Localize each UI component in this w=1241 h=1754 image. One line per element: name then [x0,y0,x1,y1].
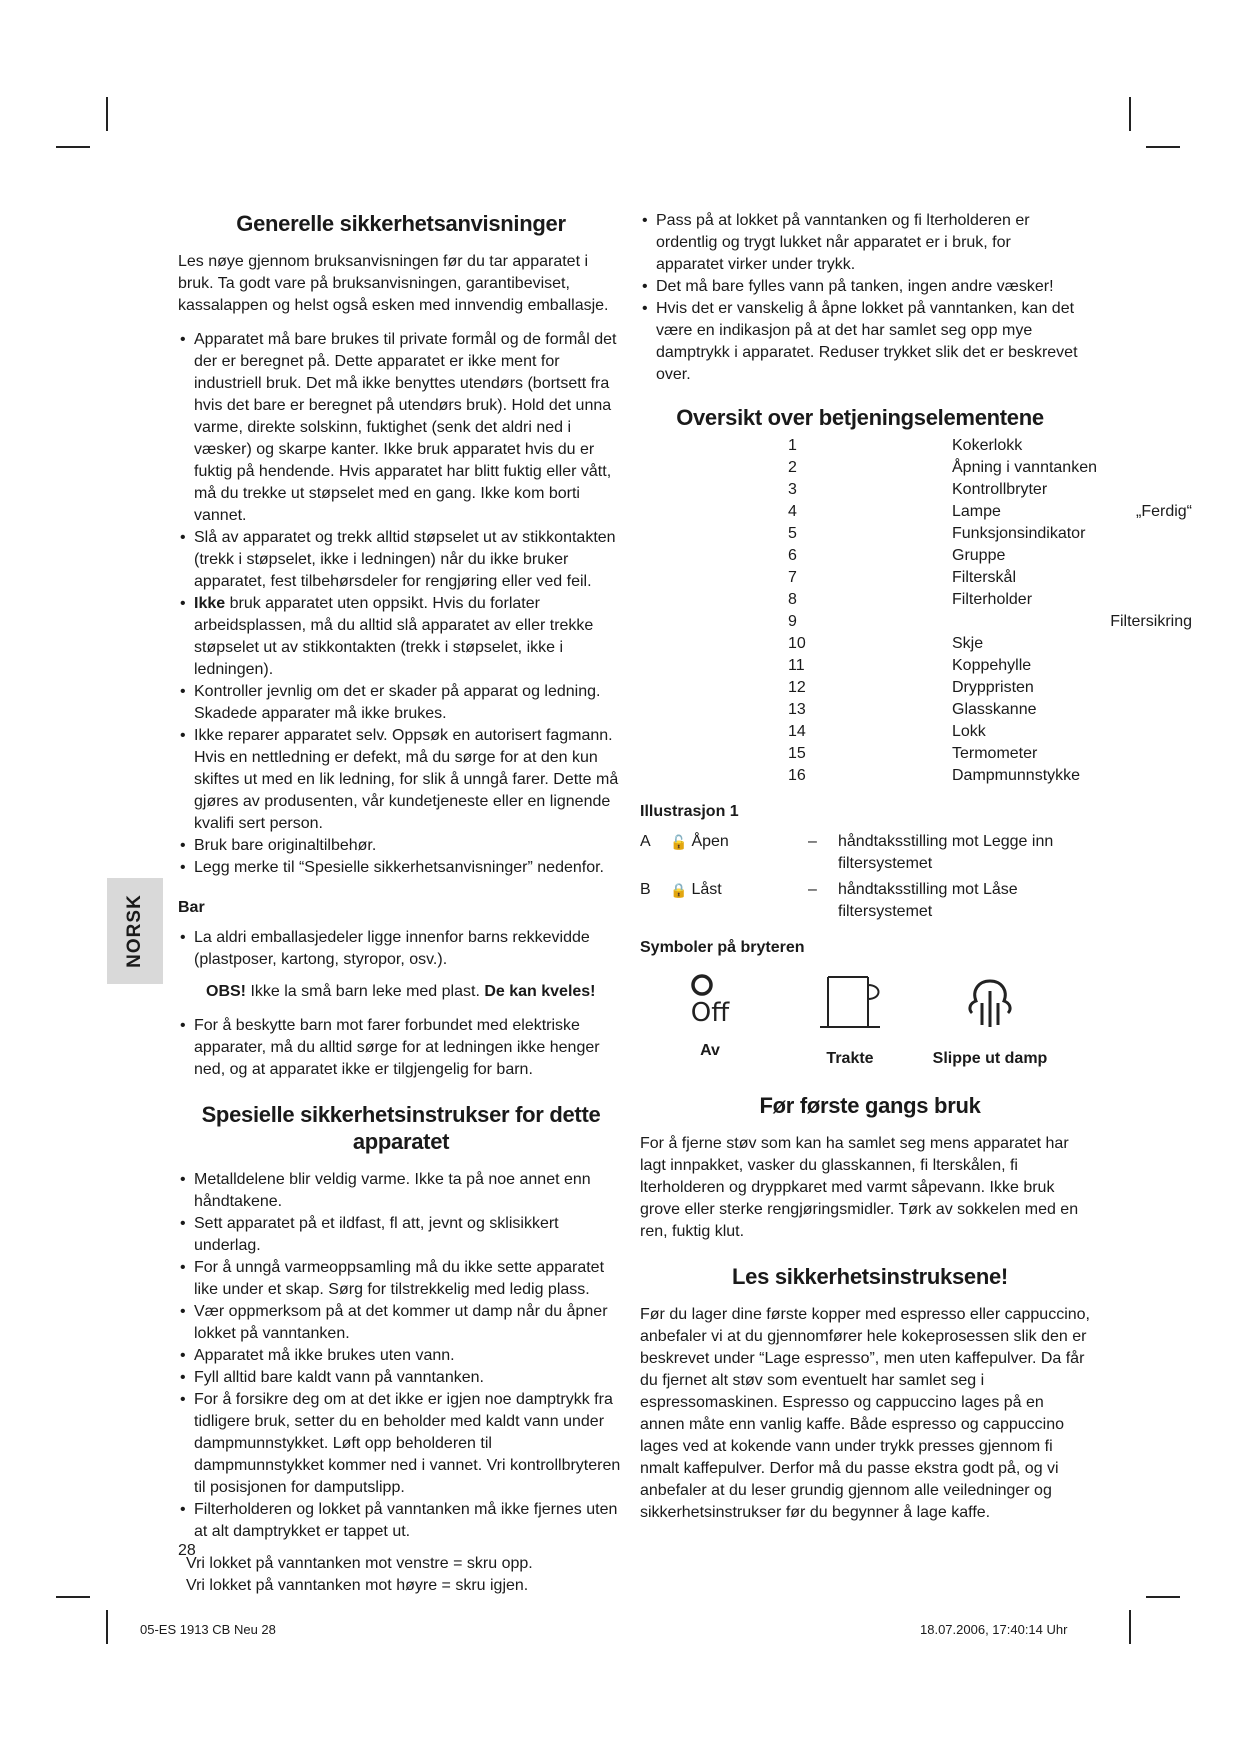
list-item: • Pass på at lokket på vanntanken og fi lterholderen er ordentlig og trygt lukket når apparatet er i bruk, for apparatet virker under trykk. [640,210,1080,276]
illustration-state [670,831,808,875]
crop-mark [1146,146,1180,148]
overview-row [640,435,1200,457]
illustration-dash: – [808,833,817,850]
special-safety-title: Spesielle sikkerhetsinstrukser for dette apparatet [201,1102,601,1154]
overview-number: 9 [788,613,797,630]
obs-note [178,981,624,1003]
crop-mark [1129,97,1131,131]
list-item: • Slå av apparatet og trekk alltid støpselet ut av stikkontakten (trekk i støpselet, ikke i ledningen) når du ikke bruker apparatet, fest tilbehørsdeler for rengjøring eller ved feil. [178,527,624,593]
illustration-desc: håndtaksstilling mot Låse filtersystemet [838,881,1018,920]
overview-extra: „Ferdig“ [1135,503,1192,520]
illustration-state [670,879,808,923]
overview-row [640,523,1200,545]
crop-mark [56,146,90,148]
ikke-rest: bruk apparatet uten oppsikt. Hvis du forlater arbeidsplassen, må du alltid slå apparatet av eller trekke støpselet ut av stikkontakten (trekk i støpselet, ikke i ledningen). [194,595,594,678]
overview-row [640,633,1200,655]
overview-label: Lokk [952,723,986,740]
overview-number: 11 [788,657,805,674]
symbol-label: Trakte [826,1050,874,1067]
lock-icon: 🔒 [670,882,688,898]
overview-number: 14 [788,723,806,740]
symbol-steam [920,973,1060,1070]
overview-number: 12 [788,679,806,696]
illustration-state-label: Åpen [691,833,729,850]
illustration-state-label: Låst [691,881,722,898]
obs-label: OBS! [206,983,246,1000]
overview-row [640,765,1200,787]
overview-row [640,589,1200,611]
unlock-icon: 🔓 [670,834,688,850]
list-item: • For å forsikre deg om at det ikke er igjen noe damptrykk fra tidligere bruk, setter du en beholder med kaldt vann under dampmunnstykket. Løft opp beholderen til dampmunnstykket kommer ned i vannet. Vri kontrollbryteren til posisjonen for damputslipp. [178,1389,624,1499]
list-item: • For å beskytte barn mot farer forbundet med elektriske apparater, må du alltid sørge for at ledningen ikke henger ned, og at apparatet ikke er tilgjengelig for barn. [178,1015,624,1081]
switch-symbols [640,973,1100,1070]
overview-row [640,501,1200,523]
overview-label: Filterholder [952,591,1033,608]
general-safety-title: Generelle sikkerhetsanvisninger [236,211,566,236]
general-safety-list [178,329,624,879]
overview-row [640,699,1200,721]
footer-left: 05-ES 1913 CB Neu 28 [140,1622,276,1637]
list-item: • Det må bare fylles vann på tanken, ingen andre væsker! [640,276,1080,298]
overview-label: Åpning i vanntanken [952,459,1097,476]
crop-mark [56,1596,90,1598]
list-item [178,593,624,681]
illustration-rows [640,831,1200,923]
overview-row [640,545,1200,567]
list-item: • Ikke reparer apparatet selv. Oppsøk en autorisert fagmann. Hvis en nettledning er defekt, må du sørge for at den kun skiftes ut med en lik ledning, for slik å unngå farer. Dette må gjøres av produsenten, vår kundetjeneste eller en lignende kvalifi sert person. [178,725,624,835]
overview-row [640,743,1200,765]
crop-mark [106,1610,108,1644]
overview-row [640,721,1200,743]
overview-label: Glasskanne [952,701,1037,718]
symbol-label: Slippe ut damp [932,1050,1048,1067]
obs-text: Ikke la små barn leke med plast. [246,983,485,1000]
list-item: • Apparatet må bare brukes til private formål og de formål det der er beregnet på. Dette apparatet er ikke ment for industriell bruk. Det må ikke benyttes utendørs (bortsett fra hvis det bare er beregnet på utendørs bruk). Hold det unna varme, direkte solskinn, fuktighet (senk det aldri ned i væsker) og skarpe kanter. Ikke bruk apparatet hvis du er fuktig på hendende. Hvis apparatet har blitt fuktig eller vått, må du trekke ut støpselet med en gang. Ikke kom borti vannet. [178,329,624,527]
list-item: • Filterholderen og lokket på vanntanken må ikke fjernes uten at alt damptrykket er tappet ut. [178,1499,624,1543]
overview-number: 5 [788,525,797,542]
read-safety-text: Før du lager dine første kopper med espresso eller cappuccino, anbefaler vi at du gjennomfører hele kokeprosessen slik den er beskrevet under “Lage espresso”, men uten kaffepulver. Da får du fjernet alt støv som eventuelt har samlet seg i espressomaskinen. Espresso og cappuccino lages på en annen måte enn vanlig kaffe. Både espresso og cappuccino lages ved at kokende vann under trykk presses gjennom fi nmalt kaffepulver. Derfor må du passe ekstra godt på, og vi anbefaler at du leser grundig gjennom alle veiledninger og sikkerhetsinstrukser før du begynner å lage kaffe. [640,1306,1090,1521]
steam-icon [960,973,1020,1033]
overview-label: Filterskål [952,569,1017,586]
overview-label: Termometer [952,745,1038,762]
overview-row [640,457,1200,479]
overview-number: 2 [788,459,797,476]
illustration-row [640,879,1200,923]
lid-open-note: Vri lokket på vanntanken mot venstre = skru opp. [186,1555,533,1572]
list-item: • Vær oppmerksom på at det kommer ut damp når du åpner lokket på vanntanken. [178,1301,624,1345]
right-bullet-list [640,210,1080,386]
overview-label: Skje [952,635,984,652]
overview-number: 1 [788,437,797,454]
overview-title: Oversikt over betjeningselementene [676,405,1044,430]
ikke-bold: Ikke [194,595,226,612]
overview-number: 8 [788,591,797,608]
overview-label: Kontrollbryter [952,481,1048,498]
overview-number: 4 [788,503,797,520]
children-title: Bar [178,899,205,916]
off-icon-text: Off [690,998,730,1025]
symbol-brew [780,973,920,1070]
first-use-text: For å fjerne støv som kan ha samlet seg mens apparatet har lagt innpakket, vasker du glasskannen, fi lterskålen, fi lterholderen og dryppkaret med varmt såpevann. Ikke bruk grove eller sterke rengjøringsmidler. Tørk av sokkelen med en ren, fuktig klut. [640,1135,1079,1240]
lid-close-note: Vri lokket på vanntanken mot høyre = skru igjen. [186,1577,529,1594]
footer-right: 18.07.2006, 17:40:14 Uhr [920,1622,1068,1637]
language-tab-label: NORSK [124,894,145,968]
crop-mark [106,97,108,131]
list-item: • Bruk bare originaltilbehør. [178,835,624,857]
left-column [178,210,624,1597]
list-item: • Hvis det er vanskelig å åpne lokket på vanntanken, kan det være en indikasjon på at det har samlet seg opp mye damptrykk i apparatet. Reduser trykket slik det er beskrevet over. [640,298,1080,386]
switch-symbols-title: Symboler på bryteren [640,939,805,956]
overview-label: Kokerlokk [952,437,1023,454]
symbol-label: Av [700,1042,720,1059]
overview-label: Gruppe [952,547,1006,564]
list-item: • For å unngå varmeoppsamling må du ikke sette apparatet like under et skap. Sørg for tilstrekkelig med ledig plass. [178,1257,624,1301]
illustration-title: Illustrasjon 1 [640,803,739,820]
overview-label: Dryppristen [952,679,1034,696]
symbol-off [640,973,780,1070]
list-item: • Kontroller jevnlig om det er skader på apparat og ledning. Skadede apparater må ikke brukes. [178,681,624,725]
children-list-2 [178,1015,624,1081]
overview-table [640,435,1200,787]
illustration-desc: håndtaksstilling mot Legge inn filtersystemet [838,833,1054,872]
right-column [640,210,1200,1536]
cup-icon [810,973,890,1033]
overview-number: 3 [788,481,797,498]
obs-warning: De kan kveles! [484,983,596,1000]
overview-label: Dampmunnstykke [952,767,1081,784]
special-safety-list [178,1169,624,1543]
read-safety-title: Les sikkerhetsinstruksene! [732,1264,1008,1289]
children-list [178,927,624,971]
page-number: 28 [178,1542,196,1559]
crop-mark [1129,1610,1131,1644]
overview-number: 16 [788,767,806,784]
overview-number: 13 [788,701,806,718]
general-safety-intro: Les nøye gjennom bruksanvisningen før du tar apparatet i bruk. Ta godt vare på bruksanvisningen, garantibeviset, kassalappen og helst også esken med innvendig emballasje. [178,253,609,314]
off-icon [680,973,740,1025]
overview-label: Koppehylle [952,657,1032,674]
overview-number: 10 [788,635,806,652]
list-item: • Metalldelene blir veldig varme. Ikke ta på noe annet enn håndtakene. [178,1169,624,1213]
illustration-letter: B [640,881,651,898]
crop-mark [1146,1596,1180,1598]
first-use-title: Før første gangs bruk [759,1093,981,1118]
overview-number: 6 [788,547,797,564]
overview-row [640,479,1200,501]
overview-label: Lampe [952,503,1001,520]
overview-extra: Filtersikring [1110,613,1192,630]
language-tab [107,878,163,984]
list-item: • Sett apparatet på et ildfast, fl att, jevnt og sklisikkert underlag. [178,1213,624,1257]
list-item: • Apparatet må ikke brukes uten vann. [178,1345,624,1367]
illustration-dash: – [808,881,817,898]
overview-number: 7 [788,569,797,586]
overview-number: 15 [788,745,806,762]
list-item: • Fyll alltid bare kaldt vann på vanntanken. [178,1367,624,1389]
list-item: • Legg merke til “Spesielle sikkerhetsanvisninger” nedenfor. [178,857,624,879]
illustration-letter: A [640,833,651,850]
illustration-row [640,831,1200,875]
overview-label: Funksjonsindikator [952,525,1086,542]
list-item: • La aldri emballasjedeler ligge innenfor barns rekkevidde (plastposer, kartong, styropor, osv.). [178,927,624,971]
overview-row [640,611,1200,633]
overview-row [640,567,1200,589]
overview-row [640,655,1200,677]
overview-row [640,677,1200,699]
